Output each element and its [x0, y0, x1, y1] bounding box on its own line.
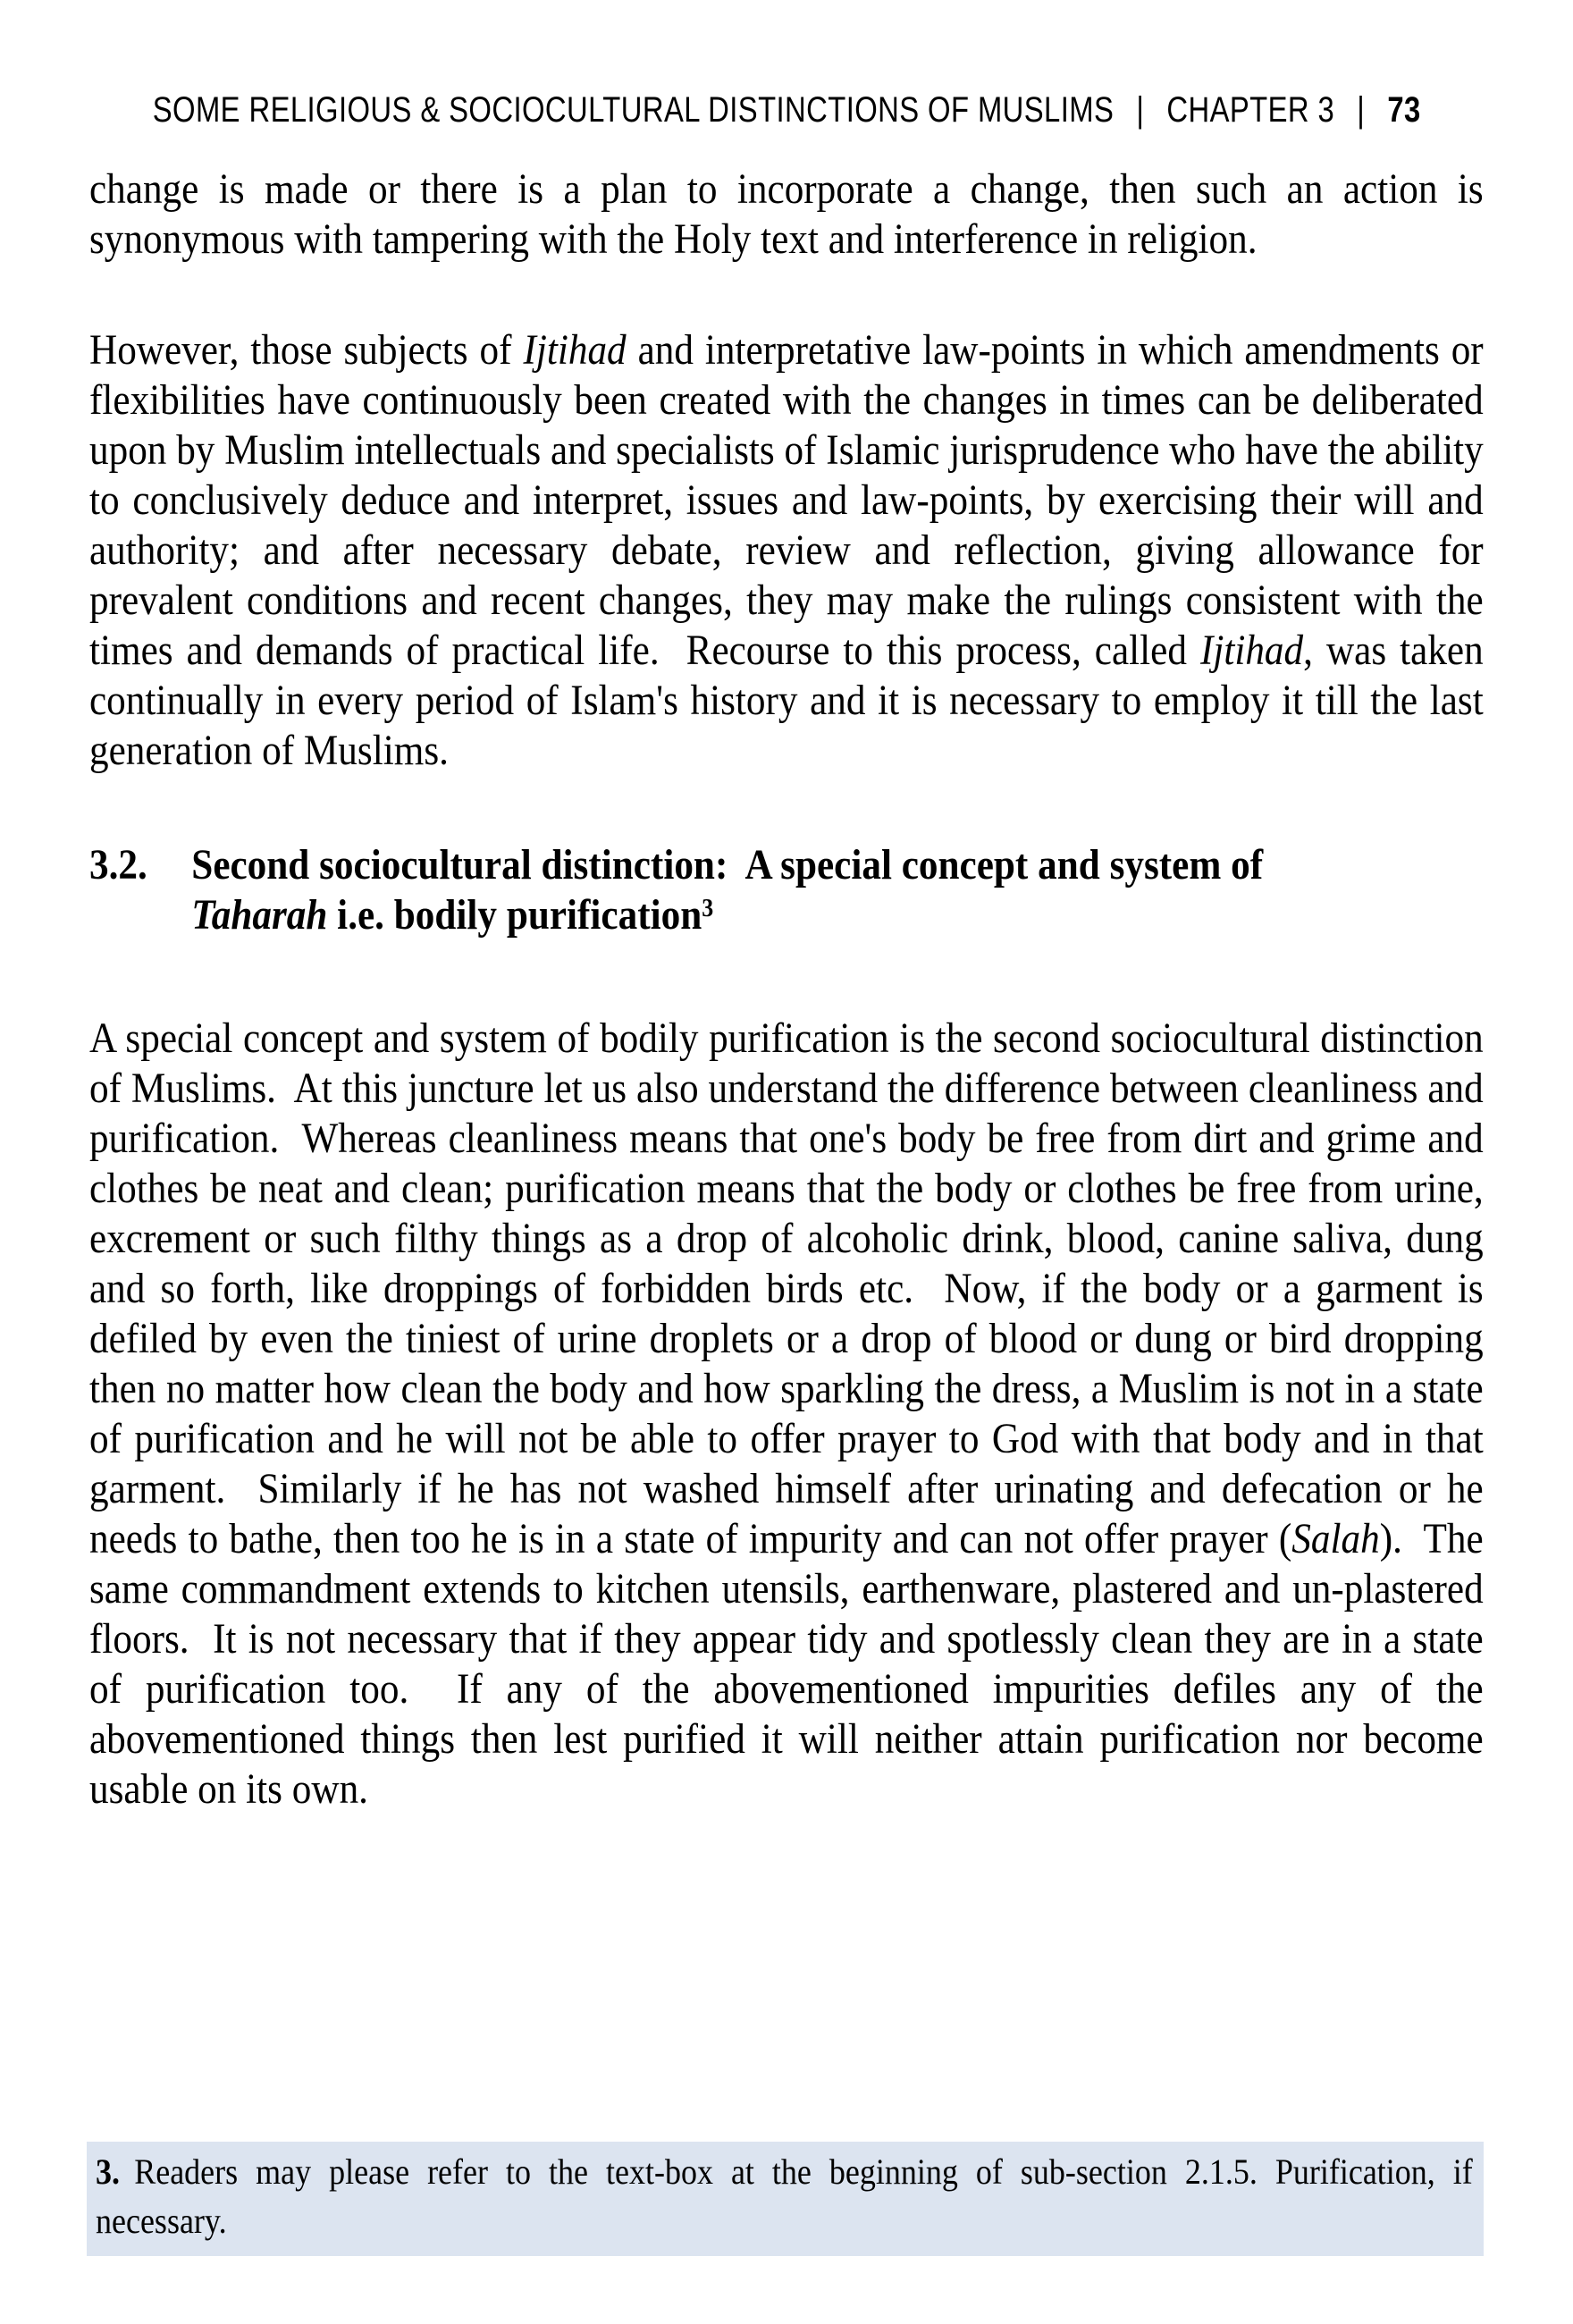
- page-header: [0, 89, 1573, 131]
- header-page-number: 73: [1387, 90, 1421, 130]
- page-header-inner: [153, 89, 1421, 131]
- paragraph-taharah: A special concept and system of bodily purification is the second sociocultural distinction of Muslims. At this juncture let us also understand the difference between cleanliness and purification. Whereas cleanliness means that one's body be free from dirt and grime and clothes be neat and clean; purification means that the body or clothes be free from urine, excrement or such filthy things as a drop of alcoholic drink, blood, canine saliva, dung and so forth, like droppings of forbidden birds etc. Now, if the body or a garment is defiled by even the tiniest of urine droplets or a drop of blood or dung or bird dropping then no matter how clean the body and how sparkling the dress, a Muslim is not in a state of purification and he will not be able to offer prayer to God with that body and in that garment. Similarly if he has not washed himself after urinating and defecation or he needs to bathe, then too he is in a state of impurity and can not offer prayer (Salah). The same commandment extends to kitchen utensils, earthenware, plastered and un-plastered floors. It is not necessary that if they appear tidy and spotlessly clean they are in a state of purification too. If any of the abovementioned impurities defiles any of the abovementioned things then lest purified it will neither attain purification nor become usable on its own.: [89, 1015, 1484, 1813]
- header-title: SOME RELIGIOUS & SOCIOCULTURAL DISTINCTIONS OF MUSLIMS: [152, 90, 1115, 130]
- footnote-ref-superscript: 3: [702, 894, 714, 923]
- page-body: [89, 164, 1484, 1815]
- section-heading: [89, 840, 1484, 946]
- header-separator-icon: |: [1136, 90, 1145, 130]
- section-title: [191, 840, 1483, 946]
- footnote-number: 3.: [96, 2151, 120, 2192]
- section-number: 3.2.: [89, 841, 147, 888]
- section-title-text: Second sociocultural distinction: A special concept and system of Taharah i.e. bodily purification: [191, 841, 1264, 939]
- footnote-text: Readers may please refer to the text-box at the beginning of sub-section 2.1.5. Purification, if necessary.: [96, 2151, 1473, 2241]
- header-chapter: CHAPTER 3: [1166, 90, 1334, 130]
- header-separator-icon: |: [1357, 90, 1366, 130]
- paragraph-ijtihad: However, those subjects of Ijtihad and interpretative law-points in which amendments or flexibilities have continuously been created with the changes in times can be deliberated upon by Muslim intellectuals and specialists of Islamic jurisprudence who have the ability to conclusively deduce and interpret, issues and law-points, by exercising their will and authority; and after necessary debate, review and reflection, giving allowance for prevalent conditions and recent changes, they may make the rulings consistent with the times and demands of practical life. Recourse to this process, called Ijtihad, was taken continually in every period of Islam's history and it is necessary to employ it till the last generation of Muslims.: [89, 326, 1484, 774]
- footnote-inner: [96, 2147, 1473, 2245]
- footnote: [87, 2142, 1484, 2256]
- paragraph-continuation: change is made or there is a plan to incorporate a change, then such an action is synonymous with tampering with the Holy text and interference in religion.: [89, 165, 1484, 263]
